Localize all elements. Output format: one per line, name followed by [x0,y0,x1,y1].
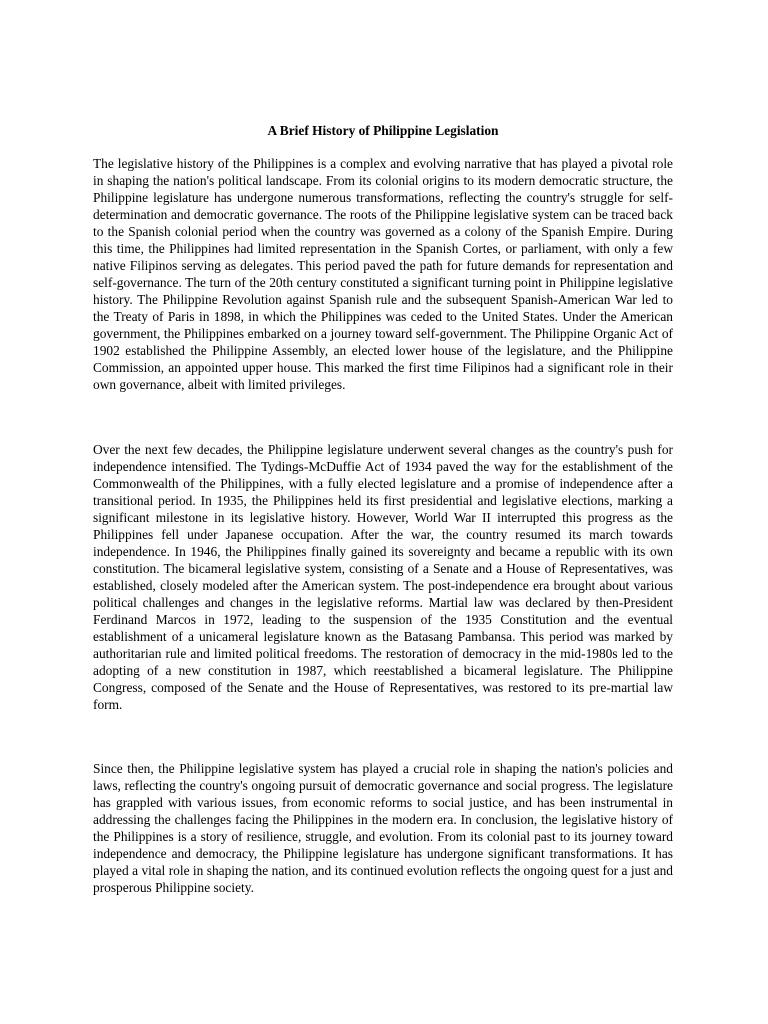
paragraph-colonial-origins: The legislative history of the Philippines is a complex and evolving narrative that has played a pivotal role in shaping the nation's political landscape. From its colonial origins to its modern democratic structure, the Philippine legislature has undergone numerous transformations, reflecting the country's struggle for self-determination and democratic governance. The roots of the Philippine legislative system can be traced back to the Spanish colonial period when the country was governed as a colony of the Spanish Empire. During this time, the Philippines had limited representation in the Spanish Cortes, or parliament, with only a few native Filipinos serving as delegates. This period paved the path for future demands for representation and self-governance. The turn of the 20th century constituted a significant turning point in Philippine legislative history. The Philippine Revolution against Spanish rule and the subsequent Spanish-American War led to the Treaty of Paris in 1898, in which the Philippines was ceded to the United States. Under the American government, the Philippines embarked on a journey toward self-government. The Philippine Organic Act of 1902 established the Philippine Assembly, an elected lower house of the legislature, and the Philippine Commission, an appointed upper house. This marked the first time Filipinos had a significant role in their own governance, albeit with limited privileges. [93,156,673,392]
paragraph-independence-era: Over the next few decades, the Philippine legislature underwent several changes as the country's push for independence intensified. The Tydings-McDuffie Act of 1934 paved the way for the establishment of the Commonwealth of the Philippines, with a fully elected legislature and a promise of independence after a transitional period. In 1935, the Philippines held its first presidential and legislative elections, marking a significant milestone in its legislative history. However, World War II interrupted this progress as the Philippines fell under Japanese occupation. After the war, the country resumed its march towards independence. In 1946, the Philippines finally gained its sovereignty and became a republic with its own constitution. The bicameral legislative system, consisting of a Senate and a House of Representatives, was established, closely modeled after the American system. The post-independence era brought about various political challenges and changes in the legislative reforms. Martial law was declared by then-President Ferdinand Marcos in 1972, leading to the suspension of the 1935 Constitution and the eventual establishment of a unicameral legislature known as the Batasang Pambansa. This period was marked by authoritarian rule and limited political freedoms. The restoration of democracy in the mid-1980s led to the adopting of a new constitution in 1987, which reestablished a bicameral legislature. The Philippine Congress, composed of the Senate and the House of Representatives, was restored to its pre-martial law form. [93,442,673,712]
paragraph-modern-era: Since then, the Philippine legislative system has played a crucial role in shaping the nation's policies and laws, reflecting the country's ongoing pursuit of democratic governance and social progress. The legislature has grappled with various issues, from economic reforms to social justice, and has been instrumental in addressing the challenges facing the Philippines in the modern era. In conclusion, the legislative history of the Philippines is a story of resilience, struggle, and evolution. From its colonial past to its journey toward independence and democracy, the Philippine legislature has undergone significant transformations. It has played a vital role in shaping the nation, and its continued evolution reflects the ongoing quest for a just and prosperous Philippine society. [93,761,673,895]
document-title: A Brief History of Philippine Legislation [267,123,499,138]
